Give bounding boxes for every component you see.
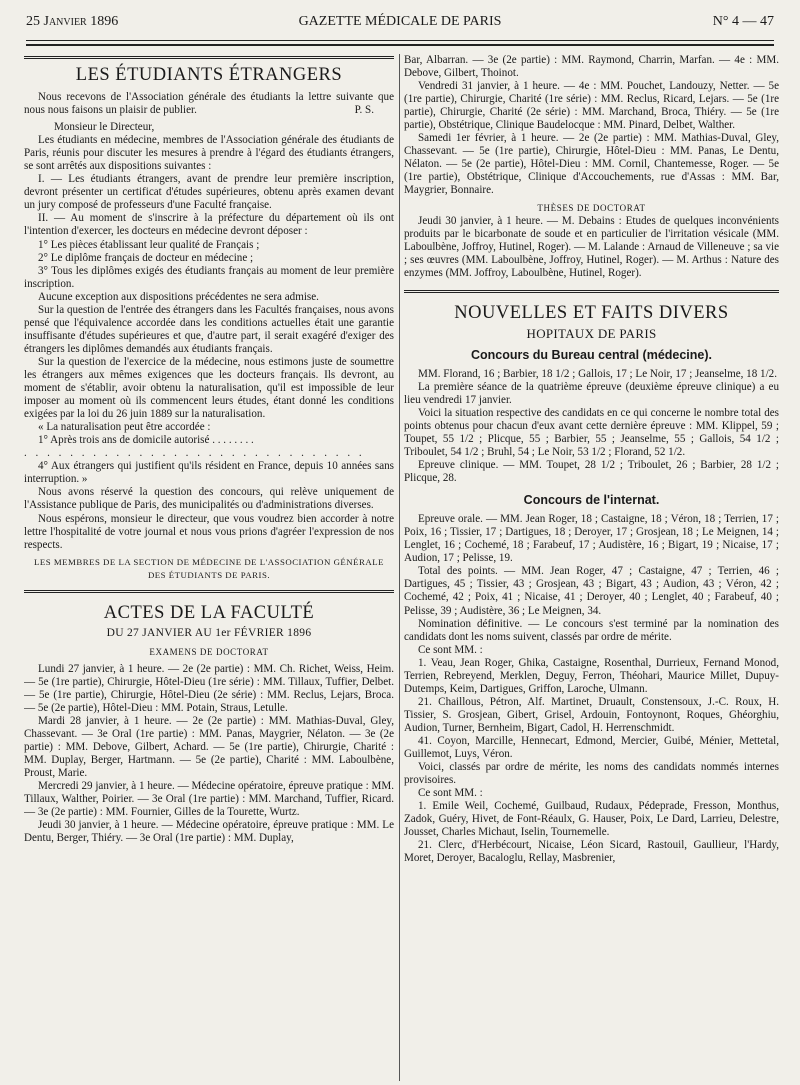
paragraph: II. — Au moment de s'inscrire à la préfecture du département où ils ont l'intention d'exercer, les docteurs en médecine devront déposer : (24, 212, 394, 238)
exam-entry: Mercredi 29 janvier, à 1 heure. — Médecine opératoire, épreuve pratique : MM. Tillaux, Walther, Poirier. — 3e Oral (1re partie) : MM. Marchand, Tuffier, Ricard. — 3e (2e partie) : MM. Fournier, Gilles de la Tourette, Wurtz. (24, 780, 394, 819)
paragraph: Ce sont MM. : (418, 787, 483, 800)
paragraph: Les étudiants en médecine, membres de l'Association générale des étudiants de Paris, réunis pour discuter les mesures à prendre à l'égard des étudiants étrangers, se sont arrêtés aux dispositions suivantes : (24, 134, 394, 173)
section-rule (404, 290, 779, 293)
paragraph: Nomination définitive. — Le concours s'est terminé par la nomination des candidats dont les noms suivent, classés par ordre de mérite. (404, 617, 779, 643)
paragraph: Epreuve clinique. — MM. Toupet, 28 1/2 ; Triboulet, 26 ; Barbier, 28 1/2 ; Plicque, 28. (404, 459, 779, 485)
actes-subtitle: DU 27 JANVIER AU 1er FÉVRIER 1896 (106, 626, 312, 639)
section-rule (24, 56, 394, 59)
salutation: Monsieur le Directeur, (54, 121, 155, 134)
paragraph: Aucune exception aux dispositions précédentes ne sera admise. (38, 290, 319, 303)
paragraph: Voici la situation respective des candidats en ce qui concerne le nombre total des points obtenus pour chacun d'eux avant cette dernière épreuve : MM. Klippel, 59 ; Toupet, 55 1/2 ; Plicque, 55 ; Barbier, 55 ; Jeanselme, 55 ; Gallois, 54 1/2 ; Triboulet, 54 1/2 ; Bruhl, 54 ; Le Noir, 53 1/2 ; Florand, 52 1/2. (404, 406, 779, 459)
letter-signature: LES MEMBRES DE LA SECTION DE MÉDECINE DE L'ASSOCIATION GÉNÉRALE DES ÉTUDIANTS DE PARIS. (33, 556, 384, 580)
intro-signature: P. S. (354, 104, 374, 117)
paragraph: Epreuve orale. — MM. Jean Roger, 18 ; Castaigne, 18 ; Véron, 18 ; Terrien, 17 ; Poix, 16 ; Tissier, 17 ; Dartigues, 18 ; Deroyer, 17 ; Grosjean, 18 ; Le Meignen, 14 ; Lenglet, 16 ; Cochemé, 18 ; Farabeuf, 17 ; Audistère, 16 ; Bigart, 19 ; Nicaise, 17 ; Audion, 17 ; Pelisse, 19. (404, 513, 779, 565)
right-column (404, 54, 779, 1083)
quote-dots: . . . . . . . . . . . . . . . . . . . . . . . . . . . . . . (24, 447, 365, 460)
theses-heading: THÈSES DE DOCTORAT (537, 202, 646, 213)
quote-line: « La naturalisation peut être accordée : (38, 421, 211, 434)
quote-line: 4° Aux étrangers qui justifient qu'ils résident en France, depuis 10 années sans interruption. » (24, 460, 394, 486)
header-rule-double (26, 44, 774, 46)
article-title-etudiants: LES ÉTUDIANTS ÉTRANGERS (75, 65, 343, 85)
paragraph: Voici, classés par ordre de mérite, les noms des candidats nommés internes provisoires. (404, 761, 779, 787)
theses-entry: Jeudi 30 janvier, à 1 heure. — M. Debains : Etudes de quelques inconvénients produits par le bicarbonate de soude et en particulier de l'irritation vésicale (MM. Laboulbène, Joffroy, Hutinel, Roger). — M. Lalande : Arnaud de Villeneuve ; sa vie ; ses œuvres (MM. Laboulbène, Joffroy, Hutinel, Roger). — M. Arthus : Nature des enzymes (MM. Joffroy, Laboulbène, Hutinel, Roger). (404, 214, 779, 279)
column-separator (399, 54, 400, 1081)
exam-entry: Jeudi 30 janvier, à 1 heure. — Médecine opératoire, épreuve pratique : MM. Le Dentu, Berger, Thiéry. — 3e Oral (1re partie) : MM. Duplay, (24, 819, 394, 845)
paragraph: 21. Clerc, d'Herbécourt, Nicaise, Léon Sicard, Rastouil, Gaullieur, l'Hardy, Moret, Deroyer, Bacaloglu, Rellay, Masbrenier, (404, 839, 779, 865)
header-rule (26, 40, 774, 41)
paragraph: Ce sont MM. : (418, 643, 483, 656)
paragraph: Total des points. — MM. Jean Roger, 47 ; Castaigne, 47 ; Terrien, 46 ; Dartigues, 45 ; Tissier, 43 ; Grosjean, 43 ; Bigart, 43 ; Audion, 43 ; Véron, 42 ; Cochemé, 42 ; Poix, 41 ; Nicaise, 41 ; Deroyer, 40 ; Lenglet, 40 ; Farabeuf, 40 ; Pelisse, 39 ; Audistère, 36 ; Le Meignen, 34. (404, 565, 779, 617)
article-title-nouvelles: NOUVELLES ET FAITS DIVERS (454, 302, 729, 323)
actes-section-heading: EXAMENS DE DOCTORAT (149, 646, 269, 657)
list-item: 1° Les pièces établissant leur qualité de Français ; (38, 238, 260, 251)
exam-entry: Samedi 1er février, à 1 heure. — 2e (2e partie) : MM. Mathias-Duval, Gley, Chassevant. — 5e (1re partie), Chirurgie, Hôtel-Dieu : MM. Panas, Le Dentu, Nélaton. — 5e (2e partie), Hôtel-Dieu : MM. Cornil, Chantemesse, Roger. — 5e (1re partie), Obstétrique, Clinique d'Accouchements, rue d'Assas : MM. Bar, Maygrier, Bonnaire. (404, 132, 779, 197)
exam-entry: Bar, Albarran. — 3e (2e partie) : MM. Raymond, Charrin, Marfan. — 4e : MM. Debove, Gilbert, Thoinot. (404, 54, 779, 80)
issue-date: 25 Janvier 1896 (26, 14, 119, 29)
paragraph: 1. Veau, Jean Roger, Ghika, Castaigne, Rosenthal, Durrieux, Fernand Monod, Terrien, Rebreyend, Merklen, Deguy, Ferron, Théohari, Maurice Millet, Dupuy-Dutemps, Keim, Dartigues, Griffon, Laroche, Ulmann. (404, 656, 779, 695)
paragraph: Sur la question de l'exercice de la médecine, nous estimons juste de soumettre les étrangers aux mêmes exigences que les docteurs français. Ils devront, au moment de s'établir, avoir obtenu la naturalisation, qu'il est impossible de leur imposer au moment où ils commencent leurs études, étant donné les conditions exigées par la loi du 26 juin 1889 sur la naturalisation. (24, 355, 394, 421)
paragraph: 41. Coyon, Marcille, Hennecart, Edmond, Mercier, Guibé, Ménier, Mettetal, Guillemot, Luys, Véron. (404, 734, 779, 761)
paragraph: 1. Emile Weil, Cochemé, Guilbaud, Rudaux, Pédeprade, Fresson, Monthus, Zadok, Guéry, Hivet, de Font-Réaulx, G. Hauser, Poix, Le Dard, Larrieu, Delestre, Jousset, Charles Michaut, Iselin, Tournemelle. (404, 800, 779, 839)
paragraph: 21. Chaillous, Pétron, Alf. Martinet, Druault, Constensoux, J.-C. Roux, H. Tissier, S. Grosjean, Gibert, Grisel, Ardouin, Fontoynont, Roques, Ghéorghiu, Audion, Turner, Bernheim, Bigart, Cadol, H. Herrenschmidt. (404, 695, 779, 734)
internat-heading: Concours de l'internat. (523, 493, 660, 508)
exam-entry: Vendredi 31 janvier, à 1 heure. — 4e : MM. Pouchet, Landouzy, Netter. — 5e (1re partie), Chirurgie, Charité (1re série) : MM. Reclus, Ricard, Lejars. — 5e (1re partie), Chirurgie, Charité (2e série) : MM. Marchand, Broca, Thiéry. — 5e (1re partie), Obstétrique, Clinique Baudelocque : MM. Pinard, Delbet, Walther. (404, 80, 779, 132)
paragraph: MM. Florand, 16 ; Barbier, 18 1/2 ; Gallois, 17 ; Le Noir, 17 ; Jeanselme, 18 1/2. (418, 367, 777, 380)
list-item: 2° Le diplôme français de docteur en médecine ; (38, 251, 254, 264)
paragraph: La première séance de la quatrième épreuve (deuxième épreuve clinique) a eu lieu vendredi 17 janvier. (404, 380, 779, 406)
list-item: 3° Tous les diplômes exigés des étudiants français au moment de leur première inscription. (24, 264, 394, 290)
section-rule (24, 590, 394, 593)
paragraph: Nous espérons, monsieur le directeur, que vous voudrez bien accorder à notre lettre l'hospitalité de votre journal et nous vous prions d'agréer l'expression de nos respects. (24, 512, 394, 551)
paragraph: I. — Les étudiants étrangers, avant de prendre leur première inscription, devront présenter un certificat d'études supérieures, obtenu après examen devant un jury composé de professeurs d'une Faculté française. (24, 173, 394, 212)
journal-title: GAZETTE MÉDICALE DE PARIS (298, 14, 502, 29)
exam-entry: Lundi 27 janvier, à 1 heure. — 2e (2e partie) : MM. Ch. Richet, Weiss, Heim. — 5e (1re partie), Chirurgie, Hôtel-Dieu (1re série) : MM. Tillaux, Tuffier, Delbet. — 5e (1re partie), Chirurgie, Hôtel-Dieu (2e série) : MM. Reclus, Lejars, Broca. — 5e (2e partie), Hôtel-Dieu : MM. Potain, Straus, Letulle. (24, 662, 394, 714)
intro-paragraph: Nous recevons de l'Association générale des étudiants la lettre suivante que nous nous faisons un plaisir de publier. P. S. (24, 91, 394, 117)
quote-line: 1° Après trois ans de domicile autorisé . . . . . . . . (38, 434, 254, 447)
hopitaux-heading: HOPITAUX DE PARIS (526, 325, 657, 341)
paragraph: Nous avons réservé la question des concours, qui relève uniquement de l'Assistance publique de Paris, des municipalités ou d'administrations diverses. (24, 486, 394, 512)
bureau-heading: Concours du Bureau central (médecine). (470, 347, 713, 362)
left-column (24, 54, 394, 1083)
page-header (26, 10, 774, 34)
issue-number: N° 4 — 47 (712, 14, 774, 29)
exam-entry: Mardi 28 janvier, à 1 heure. — 2e (2e partie) : MM. Mathias-Duval, Gley, Chassevant. — 3e Oral (1re partie) : MM. Panas, Maygrier, Nélaton. — 3e (2e partie) : MM. Debove, Gilbert, Achard. — 5e (1re partie), Chirurgie, Charité : MM. Duplay, Berger, Hartmann. — 5e (2e partie), Charité : MM. Laboulbène, Proust, Marie. (24, 714, 394, 780)
paragraph: Sur la question de l'entrée des étrangers dans les Facultés françaises, nous avons pensé que l'équivalence accordée dans les conditions actuelles était une garantie insuffisante d'études supérieures et que, d'autre part, il serait exagéré d'exiger des étrangers les diplômes demandés aux étudiants français. (24, 303, 394, 355)
article-title-actes: ACTES DE LA FACULTÉ (103, 602, 315, 623)
